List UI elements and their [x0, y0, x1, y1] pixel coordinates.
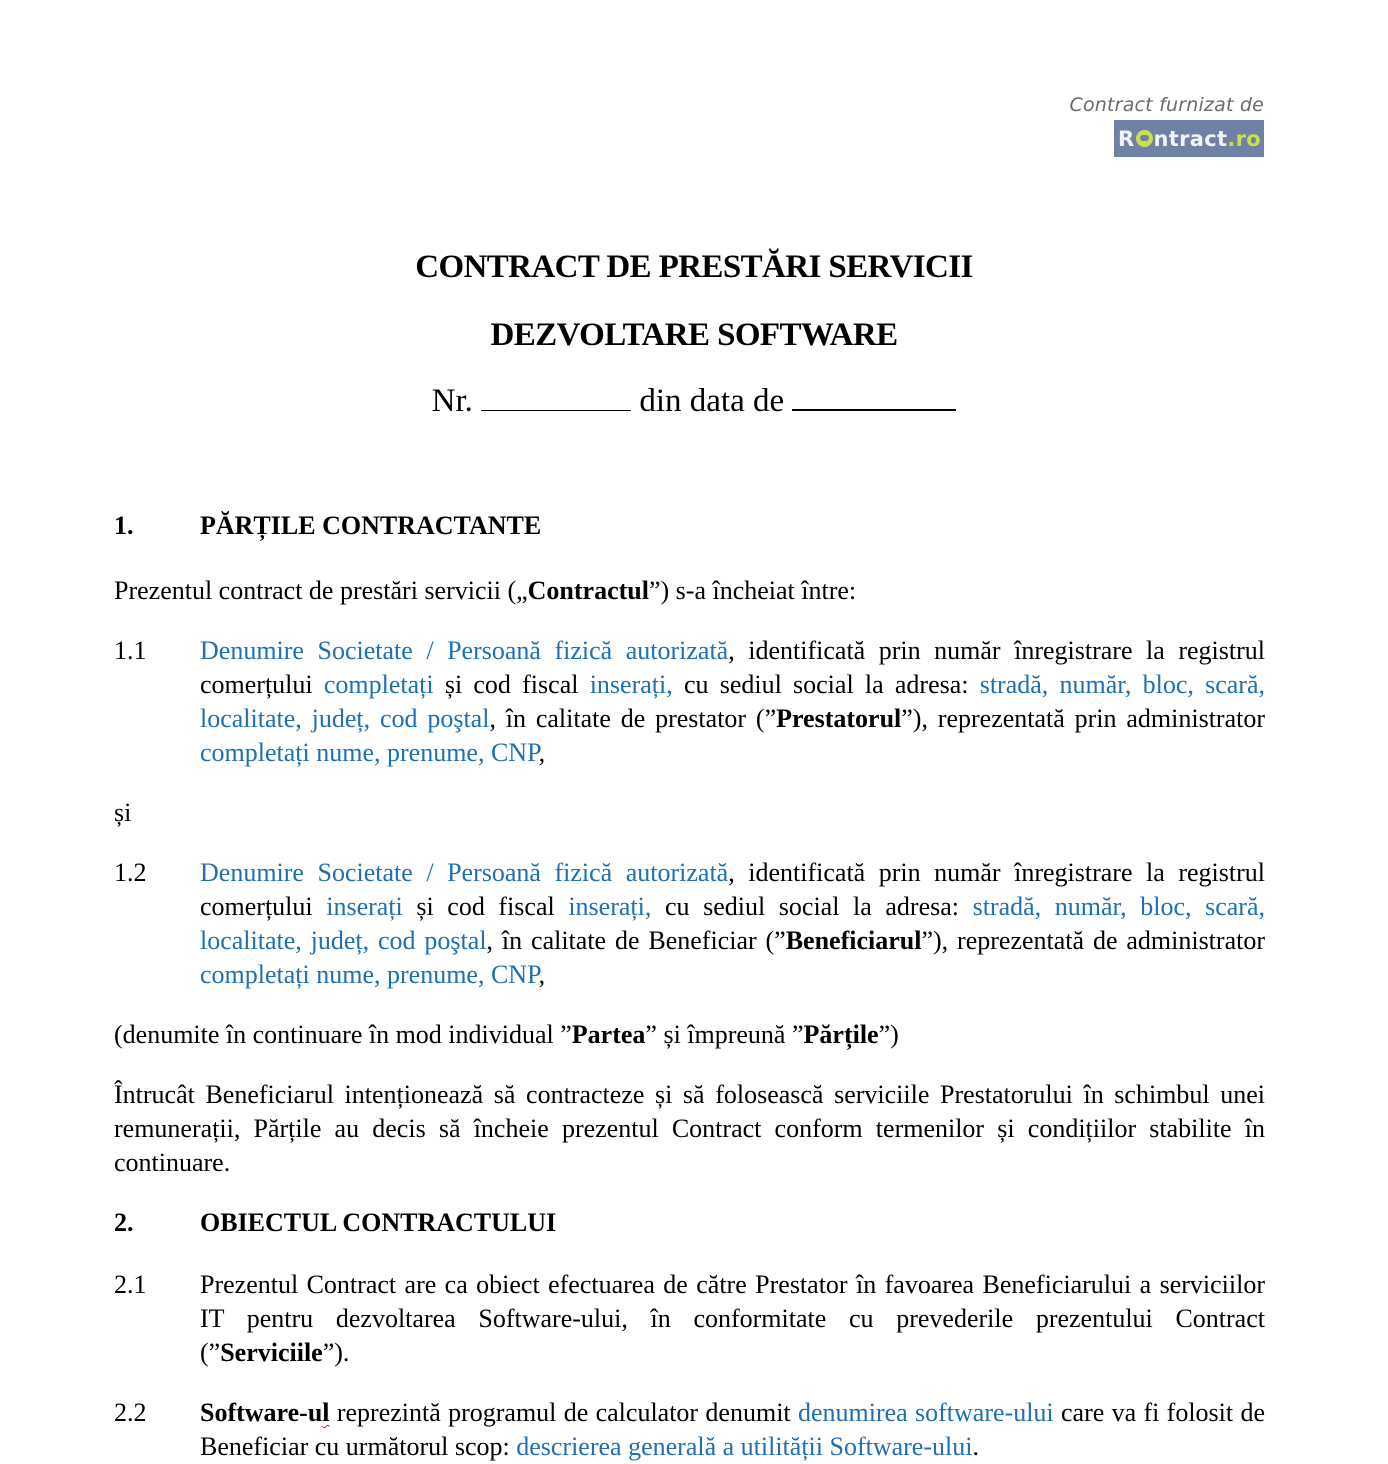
brand-logo-middle: ntract — [1153, 126, 1228, 151]
document-title: CONTRACT DE PRESTĂRI SERVICII — [415, 249, 973, 285]
text: (denumite în continuare în mod individual ” — [114, 1020, 572, 1049]
text: ” și împreună ” — [645, 1020, 804, 1049]
text: cu sediul social la adresa: — [672, 670, 980, 699]
contract-date-blank — [792, 385, 956, 411]
placeholder-field[interactable]: descrierea generală a utilității Software-ului — [516, 1432, 973, 1461]
text: Software-u — [200, 1398, 323, 1427]
clause-number: 1.1 — [114, 636, 147, 665]
text: Prezentul Contract are ca obiect efectuarea de către Prestator în favoarea Beneficiarului a serviciilor IT pentru dezvoltarea Software-ului, în conformitate cu prevederile prezentului Contract (” — [200, 1270, 1265, 1367]
clause-number: 2.1 — [114, 1270, 147, 1299]
clause-number: 1.2 — [114, 858, 147, 887]
clause-text — [200, 1396, 1265, 1464]
text: ”). — [322, 1338, 350, 1367]
intro-paragraph — [114, 574, 1265, 608]
section-number: 1. — [114, 511, 134, 540]
placeholder-field[interactable]: denumirea software-ului — [797, 1398, 1054, 1427]
placeholder-field[interactable]: inserați, — [568, 892, 652, 921]
handshake-icon — [1136, 130, 1153, 147]
text: reprezintă programul de calculator denumit — [329, 1398, 798, 1427]
date-label: din data de — [639, 383, 785, 419]
text: cu sediul social la adresa: — [651, 892, 973, 921]
defined-term: Partea — [571, 1020, 646, 1049]
placeholder-field[interactable]: inserați, — [589, 670, 673, 699]
section-title: PĂRȚILE CONTRACTANTE — [200, 511, 542, 540]
whereas-paragraph: Întrucât Beneficiarul intenționează să contracteze și să folosească serviciile Prestatorului în schimbul unei remunerații, Părțile au decis să încheie prezentul Contract conform termenilor și condițiilor stabilite în continuare. — [114, 1080, 1265, 1177]
placeholder-field[interactable]: inserați — [326, 892, 403, 921]
text: , în calitate de prestator (” — [489, 704, 777, 733]
clause-text — [200, 856, 1265, 992]
brand-logo-suffix: .ro — [1227, 126, 1261, 151]
section-2-heading — [114, 1208, 556, 1238]
contract-number-line — [0, 383, 1388, 420]
placeholder-field[interactable]: completați — [323, 670, 434, 699]
text: , — [538, 960, 546, 989]
text: , — [538, 738, 546, 767]
document-subtitle: DEZVOLTARE SOFTWARE — [490, 317, 898, 353]
defined-term: Părțile — [803, 1020, 879, 1049]
nr-label: Nr. — [431, 383, 473, 419]
parties-definition — [114, 1018, 1265, 1052]
text: , în calitate de Beneficiar (” — [486, 926, 786, 955]
text: și cod fiscal — [402, 892, 569, 921]
defined-term — [200, 1398, 330, 1427]
clause-2-1 — [114, 1268, 1265, 1370]
placeholder-field[interactable]: Denumire Societate / Persoană fizică autorizată — [200, 858, 729, 887]
text: , identificată prin număr înregistrare la registrul comerțului — [200, 636, 1265, 699]
section-title: OBIECTUL CONTRACTULUI — [200, 1208, 557, 1237]
clause-1-1 — [114, 634, 1265, 770]
defined-term: Serviciile — [220, 1338, 323, 1367]
clause-text — [200, 1268, 1265, 1370]
brand-logo[interactable] — [1114, 120, 1264, 157]
clause-1-2 — [114, 856, 1265, 992]
text: ”) s-a încheiat între: — [648, 576, 857, 605]
text: ”), reprezentată prin administrator — [901, 704, 1265, 733]
contract-number-blank — [481, 386, 631, 411]
placeholder-field[interactable]: completați nume, prenume, CNP — [200, 738, 539, 767]
text: ”), reprezentată de administrator — [921, 926, 1265, 955]
and-word: și — [114, 798, 132, 827]
placeholder-field[interactable]: stradă, număr, bloc, scară, localitate, județ, cod poştal — [200, 670, 1265, 733]
brand-logo-prefix: R — [1118, 126, 1135, 151]
text: Prezentul contract de prestări servicii („ — [114, 576, 528, 605]
text: . — [972, 1432, 979, 1461]
clause-number: 2.2 — [114, 1398, 147, 1427]
placeholder-field[interactable]: completați nume, prenume, CNP — [200, 960, 539, 989]
text: care va fi folosit de Beneficiar cu următorul scop: — [200, 1398, 1265, 1461]
text: și cod fiscal — [433, 670, 590, 699]
defined-term: Beneficiarul — [785, 926, 922, 955]
text: , identificată prin număr înregistrare la registrul comerțului — [200, 858, 1265, 921]
text: ”) — [878, 1020, 899, 1049]
clause-2-2 — [114, 1396, 1265, 1464]
placeholder-field[interactable]: stradă, număr, bloc, scară, localitate, județ, cod poştal — [200, 892, 1265, 955]
placeholder-field[interactable]: Denumire Societate / Persoană fizică autorizată — [200, 636, 729, 665]
defined-term: Contractul — [527, 576, 649, 605]
section-1-heading — [114, 511, 541, 541]
section-number: 2. — [114, 1208, 134, 1237]
brand-block — [1070, 92, 1265, 157]
defined-term: Prestatorul — [776, 704, 902, 733]
spellcheck-marker[interactable]: l — [322, 1398, 330, 1427]
brand-caption: Contract furnizat de — [1069, 94, 1264, 116]
clause-text — [200, 634, 1265, 770]
